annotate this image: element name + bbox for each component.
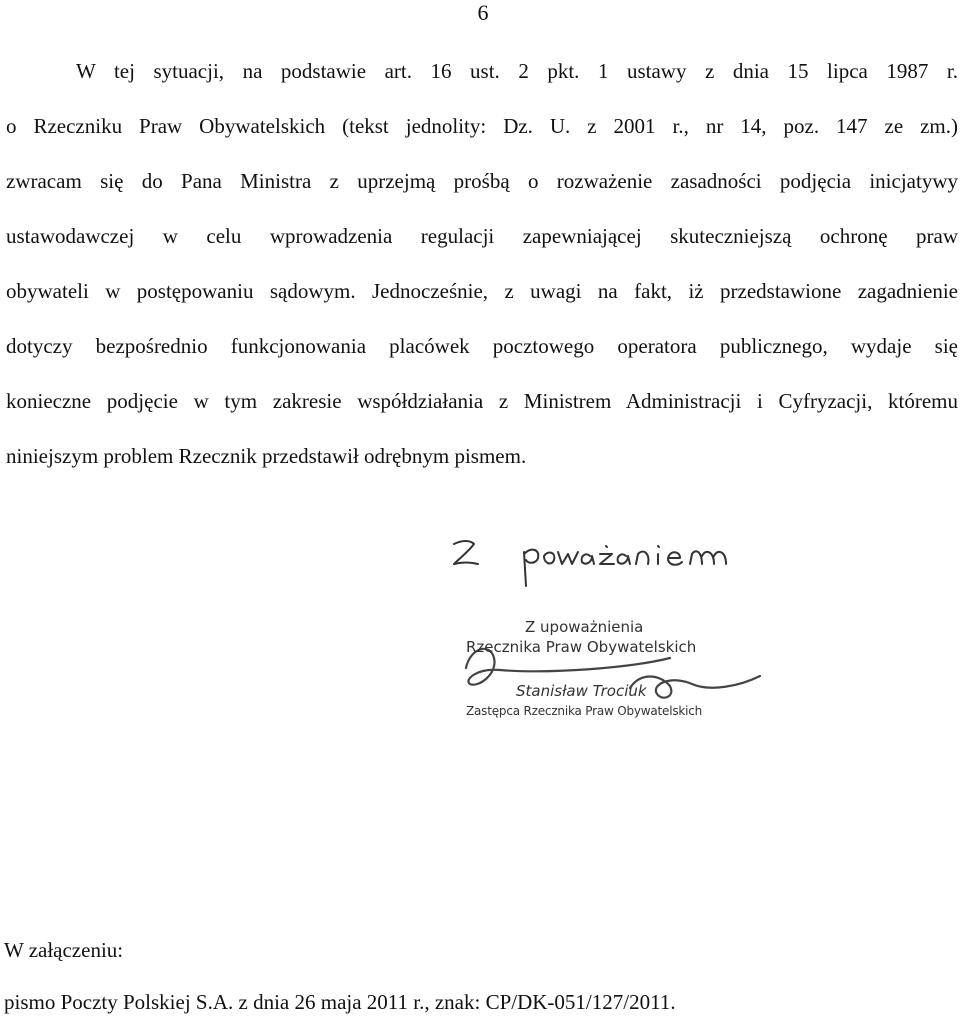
stamp-signatory-title: Zastępca Rzecznika Praw Obywatelskich [466, 704, 703, 718]
letter-line [6, 44, 958, 99]
letter-line-text: W tej sytuacji, na podstawie art. 16 ust. 2 pkt. 1 ustawy z dnia 15 lipca 1987 r. [76, 59, 958, 83]
letter-line: zwracam się do Pana Ministra z uprzejmą prośbą o rozważenie zasadności podjęcia inicjatywy [6, 169, 958, 193]
letter-line: niniejszym problem Rzecznik przedstawił odrębnym pismem. [6, 444, 527, 468]
stamp-signatory-name: Stanisław Trociuk [516, 682, 647, 700]
stamp-office-line: Rzecznika Praw Obywatelskich [466, 638, 697, 656]
signature-block [430, 528, 790, 728]
letter-line: obywateli w postępowaniu sądowym. Jednocześnie, z uwagi na fakt, iż przedstawione zagadnienie [6, 279, 958, 303]
page-number: 6 [477, 0, 489, 25]
handwritten-closing-signature [440, 528, 785, 588]
attachments-label: W załączeniu: [4, 938, 124, 962]
attachment-item: pismo Poczty Polskiej S.A. z dnia 26 maja 2011 r., znak: CP/DK-051/127/2011. [4, 990, 676, 1014]
letter-line: dotyczy bezpośrednio funkcjonowania placówek pocztowego operatora publicznego, wydaje się [6, 334, 958, 358]
stamp-authorization-line: Z upoważnienia [525, 618, 644, 636]
letter-body [6, 44, 958, 484]
letter-line: o Rzeczniku Praw Obywatelskich (tekst jednolity: Dz. U. z 2001 r., nr 14, poz. 147 ze zm.) [6, 114, 958, 138]
letter-line: ustawodawczej w celu wprowadzenia regulacji zapewniającej skuteczniejszą ochronę praw [6, 224, 958, 248]
letter-line: konieczne podjęcie w tym zakresie współdziałania z Ministrem Administracji i Cyfryzacji, któremu [6, 389, 958, 413]
